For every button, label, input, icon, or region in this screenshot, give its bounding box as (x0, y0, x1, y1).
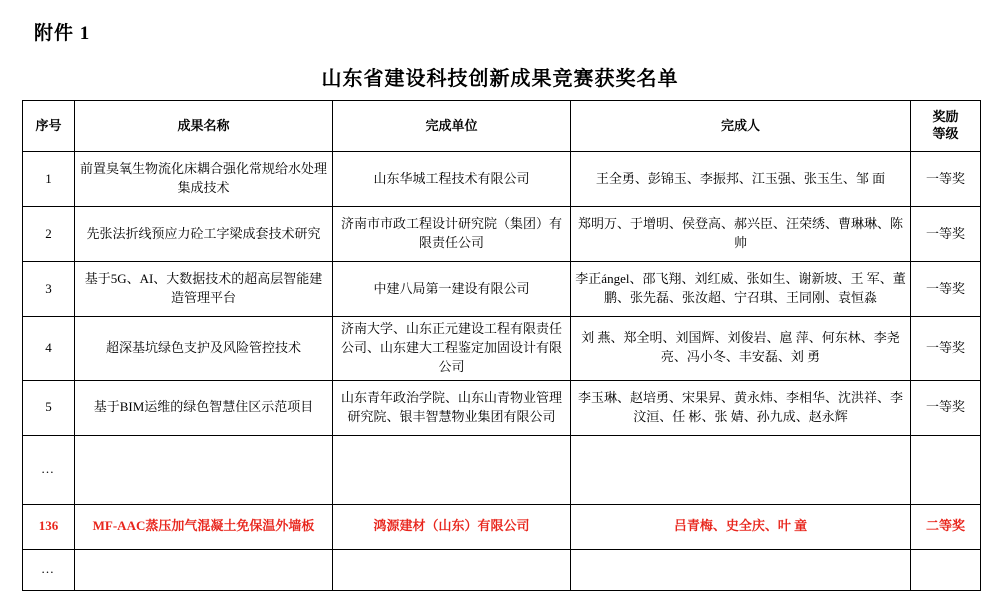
column-header-unit: 完成单位 (333, 101, 571, 152)
row-person: 吕青梅、史全庆、叶 童 (571, 504, 911, 549)
row-achievement-name: 基于BIM运维的绿色智慧住区示范项目 (75, 380, 333, 435)
column-header-level-line1: 奖励 (932, 109, 959, 125)
row-achievement-name (75, 435, 333, 504)
row-person: 刘 燕、郑全明、刘国辉、刘俊岩、扈 萍、何东林、李尧亮、冯小冬、丰安磊、刘 勇 (571, 317, 911, 381)
row-no: … (23, 435, 75, 504)
row-unit: 济南市市政工程设计研究院（集团）有限责任公司 (333, 207, 571, 262)
column-header-level-line2: 等级 (932, 126, 959, 141)
row-level: 一等奖 (911, 152, 981, 207)
table-row (23, 262, 981, 317)
column-header-no: 序号 (23, 101, 75, 152)
table-header (23, 101, 981, 152)
table-row (23, 317, 981, 381)
column-header-level (911, 101, 981, 152)
column-header-person: 完成人 (571, 101, 911, 152)
row-unit (333, 435, 571, 504)
row-person: 李玉琳、赵培勇、宋果昇、黄永炜、李相华、沈洪祥、李汶洹、任 彬、张 婧、孙九成、赵永辉 (571, 380, 911, 435)
table-body (23, 152, 981, 591)
row-achievement-name: 基于5G、AI、大数据技术的超高层智能建造管理平台 (75, 262, 333, 317)
row-unit: 山东青年政治学院、山东山青物业管理研究院、银丰智慧物业集团有限公司 (333, 380, 571, 435)
row-person: 李正ángel、邵飞翔、刘红威、张如生、谢新坡、王 军、董 鹏、张先磊、张汝超、宁召琪、王同刚、袁恒淼 (571, 262, 911, 317)
row-no: 136 (23, 504, 75, 549)
table-header-row (23, 101, 981, 152)
table-row-ellipsis (23, 435, 981, 504)
row-no: 3 (23, 262, 75, 317)
row-level: 一等奖 (911, 207, 981, 262)
row-person: 王全勇、彭锦玉、李振邦、江玉强、张玉生、邹 面 (571, 152, 911, 207)
row-level: 一等奖 (911, 380, 981, 435)
row-unit (333, 549, 571, 590)
row-level: 一等奖 (911, 317, 981, 381)
row-no: 4 (23, 317, 75, 381)
row-person (571, 549, 911, 590)
page-title: 山东省建设科技创新成果竞赛获奖名单 (321, 68, 679, 90)
row-achievement-name: 先张法折线预应力砼工字梁成套技术研究 (75, 207, 333, 262)
row-level: 一等奖 (911, 262, 981, 317)
table-row (23, 152, 981, 207)
row-achievement-name: 超深基坑绿色支护及风险管控技术 (75, 317, 333, 381)
table-row-highlighted (23, 504, 981, 549)
row-level: 二等奖 (911, 504, 981, 549)
row-no: … (23, 549, 75, 590)
attachment-label: 附件 1 (34, 23, 91, 44)
award-list-table (22, 100, 981, 591)
column-header-name: 成果名称 (75, 101, 333, 152)
table-row-ellipsis (23, 549, 981, 590)
row-achievement-name: 前置臭氧生物流化床耦合强化常规给水处理集成技术 (75, 152, 333, 207)
row-person (571, 435, 911, 504)
table-row (23, 380, 981, 435)
row-achievement-name: MF-AAC蒸压加气混凝土免保温外墙板 (75, 504, 333, 549)
row-no: 2 (23, 207, 75, 262)
row-unit: 济南大学、山东正元建设工程有限责任公司、山东建大工程鉴定加固设计有限公司 (333, 317, 571, 381)
row-unit: 中建八局第一建设有限公司 (333, 262, 571, 317)
table-row (23, 207, 981, 262)
row-no: 1 (23, 152, 75, 207)
row-level (911, 435, 981, 504)
row-no: 5 (23, 380, 75, 435)
row-level (911, 549, 981, 590)
row-achievement-name (75, 549, 333, 590)
row-person: 郑明万、于增明、侯登高、郝兴臣、汪荣绣、曹琳琳、陈 帅 (571, 207, 911, 262)
row-unit: 山东华城工程技术有限公司 (333, 152, 571, 207)
row-unit: 鸿源建材（山东）有限公司 (333, 504, 571, 549)
